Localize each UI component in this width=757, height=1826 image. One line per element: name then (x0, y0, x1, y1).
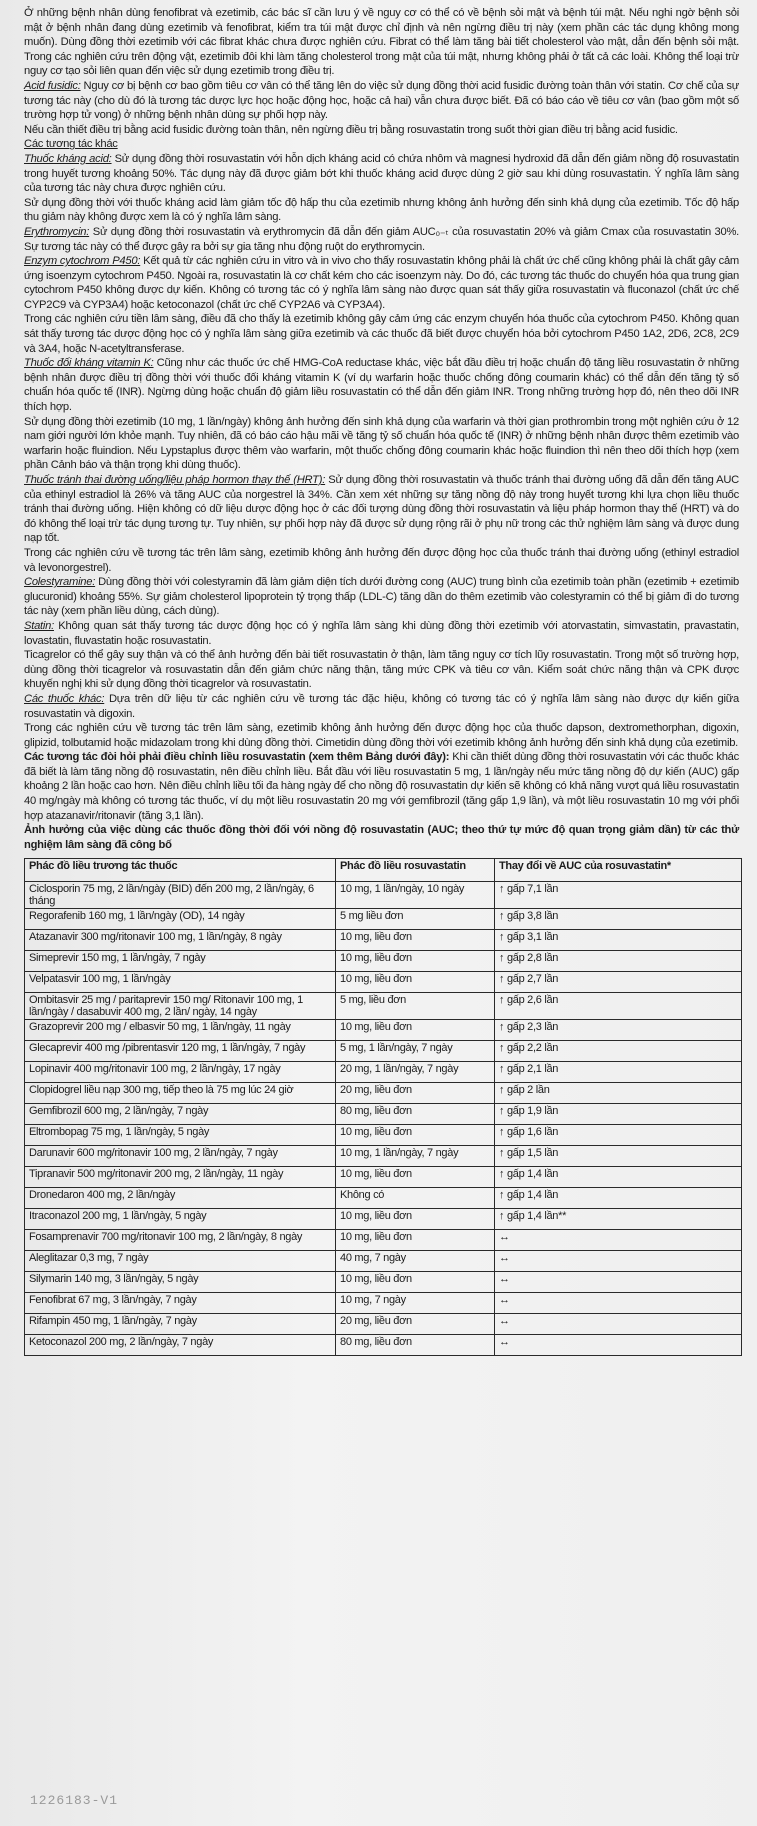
rosuvastatin-dose-cell: 5 mg liều đơn (336, 909, 495, 930)
paragraph-text: Sử dụng đồng thời với thuốc kháng acid làm giảm tốc độ hấp thu của ezetimib nhưng không ảnh hưởng đến sinh khả dụng của ezetimib. Tốc độ hấp thu giảm này không được xem là có ý nghĩa lâm sàng. (24, 196, 739, 224)
rosuvastatin-dose-cell: 10 mg, liều đơn (336, 1272, 495, 1293)
paragraph (24, 79, 739, 123)
paragraph (24, 692, 739, 721)
paragraph (24, 254, 739, 312)
paragraph-text: Cũng như các thuốc ức chế HMG-CoA reductase khác, việc bắt đầu điều trị hoặc chuẩn độ tăng liều rosuvastatin ở những bệnh nhân được điều trị đồng thời với thuốc đối kháng vitamin K (ví dụ warfarin hoặc thuốc chống đông coumarin khác) có thể dẫn đến tăng tỷ số chuẩn hóa quốc tế (INR). Ngừng dùng hoặc chuẩn độ giảm liều rosuvastatin có thể dẫn đến giảm INR. Trong những trường hợp đó, nên theo dõi INR thích hợp. (24, 357, 739, 414)
paragraph-text: Dùng đồng thời với colestyramin đã làm giảm diện tích dưới đường cong (AUC) trung bình của ezetimib toàn phần (ezetimib + ezetimib glucuronid) khoảng 55%. Sự giảm cholesterol lipoprotein tỷ trọng thấp (LDL-C) tăng dần do thêm ezetimib vào colestyramin có thể bị giảm đi do tương tác này (xem phần liều dùng, cách dùng). (24, 576, 739, 618)
paragraph-text: Sử dụng đồng thời rosuvastatin và erythromycin đã dẫn đến giảm AUC₀₋ₜ của rosuvastatin 20% và giảm Cmax của rosuvastatin 30%. Sự tương tác này có thể được gây ra bởi sự gia tăng nhu động ruột do erythromycin. (24, 225, 739, 253)
auc-change-cell: ↔ (495, 1314, 742, 1335)
paragraph-text: Dựa trên dữ liệu từ các nghiên cứu về tương tác đặc hiệu, không có tương tác có ý nghĩa lâm sàng nào được dự kiến giữa rosuvastatin và digoxin. (24, 692, 739, 720)
paragraph (24, 196, 739, 225)
rosuvastatin-dose-cell: 10 mg, liều đơn (336, 972, 495, 993)
paragraph-text: Sử dụng đồng thời rosuvastatin với hỗn dịch kháng acid có chứa nhôm và magnesi hydroxid đã dẫn đến giảm nồng độ rosuvastatin trong huyết tương khoảng 50%. Tác dụng này đã được giảm bớt khi thuốc kháng acid được dùng 2 giờ sau khi dùng rosuvastatin. Ý nghĩa lâm sàng của tương tác này chưa được nghiên cứu. (24, 152, 739, 195)
table-row (25, 930, 742, 951)
table-row (25, 993, 742, 1020)
rosuvastatin-dose-cell: 10 mg, 1 lần/ngày, 7 ngày (336, 1146, 495, 1167)
paragraph (24, 225, 739, 254)
drug-regimen-cell: Silymarin 140 mg, 3 lần/ngày, 5 ngày (25, 1272, 336, 1293)
auc-change-cell: ↔ (495, 1335, 742, 1356)
paragraph-lead: Erythromycin: (24, 225, 90, 238)
paragraph-text: Không quan sát thấy tương tác dược động học có ý nghĩa lâm sàng khi dùng đồng thời ezetimib với atorvastatin, simvastatin, pravastatin, lovastatin, fluvastatin hoặc rosuvastatin. (24, 619, 739, 647)
paragraph (24, 721, 739, 750)
table-row (25, 1062, 742, 1083)
paragraph (24, 648, 739, 692)
paragraph-bold-lead: Các tương tác đòi hỏi phải điều chỉnh liều rosuvastatin (xem thêm Bảng dưới đây): (24, 751, 450, 764)
auc-change-cell: ↑ gấp 2,6 lần (495, 993, 742, 1020)
table-row (25, 1146, 742, 1167)
paragraph-lead: Statin: (24, 619, 54, 632)
drug-regimen-cell: Tipranavir 500 mg/ritonavir 200 mg, 2 lần/ngày, 11 ngày (25, 1167, 336, 1188)
table-row (25, 951, 742, 972)
paragraph-lead: Colestyramine: (24, 576, 96, 589)
auc-change-cell: ↑ gấp 1,4 lần (495, 1188, 742, 1209)
drug-regimen-cell: Velpatasvir 100 mg, 1 lần/ngày (25, 972, 336, 993)
drug-regimen-cell: Ciclosporin 75 mg, 2 lần/ngày (BID) đến 200 mg, 2 lần/ngày, 6 tháng (25, 882, 336, 909)
document-code: 1226183-V1 (30, 1793, 119, 1808)
paragraph (24, 6, 739, 79)
table-caption: Ảnh hưởng của việc dùng các thuốc đồng thời đối với nồng độ rosuvastatin (AUC; theo thứ tự mức độ quan trọng giảm dần) từ các thử nghiệm lâm sàng đã công bố (24, 824, 739, 851)
paragraph-lead: Thuốc kháng acid: (24, 152, 112, 165)
auc-change-cell: ↔ (495, 1230, 742, 1251)
paragraph-text: Trong các nghiên cứu tiền lâm sàng, điều đã cho thấy là ezetimib không gây cảm ứng các enzym chuyển hóa thuốc của cytochrom P450. Không quan sát thấy tương tác dược động học có ý nghĩa lâm sàng giữa ezetimib và các thuốc đã biết được chuyển hóa bởi cytochrom P450 1A2, 2D6, 2C8, 2C9 và 3A4, hoặc N-acetyltransferase. (24, 313, 739, 355)
paragraph (24, 356, 739, 414)
paragraph (24, 123, 739, 138)
table-row (25, 1293, 742, 1314)
rosuvastatin-dose-cell: 20 mg, 1 lần/ngày, 7 ngày (336, 1062, 495, 1083)
paragraph (24, 473, 739, 546)
paragraph-text: Khi cần thiết dùng đồng thời rosuvastatin với các thuốc khác đã biết là làm tăng nồng độ rosuvastatin, nên điều chỉnh liều. Bắt đầu với liều rosuvastatin 5 mg, 1 lần/ngày nếu mức tăng nồng độ dự kiến (AUC) gấp khoảng 2 lần hoặc cao hơn. Nên điều chỉnh liều tối đa hàng ngày để cho nồng độ rosuvastatin dự kiến sẽ không có khả năng vượt quá liều rosuvastatin 40 mg/ngày mà không có tương tác thuốc, ví dụ một liều rosuvastatin 20 mg với gemfibrozil (tăng gấp 1,9 lần), và một liều rosuvastatin 10 mg với phối hợp atazanavir/ritonavir (tăng 3,1 lần). (24, 751, 740, 822)
drug-regimen-cell: Fosamprenavir 700 mg/ritonavir 100 mg, 2 lần/ngày, 8 ngày (25, 1230, 336, 1251)
drug-regimen-cell: Clopidogrel liều nạp 300 mg, tiếp theo là 75 mg lúc 24 giờ (25, 1083, 336, 1104)
drug-regimen-cell: Ketoconazol 200 mg, 2 lần/ngày, 7 ngày (25, 1335, 336, 1356)
auc-change-cell: ↑ gấp 2 lần (495, 1083, 742, 1104)
table-header-cell: Phác đồ liều trương tác thuốc (25, 859, 336, 882)
paragraph-lead: Enzym cytochrom P450: (24, 255, 141, 268)
auc-change-cell: ↑ gấp 2,7 lần (495, 972, 742, 993)
auc-change-cell: ↑ gấp 1,5 lần (495, 1146, 742, 1167)
rosuvastatin-dose-cell: 40 mg, 7 ngày (336, 1251, 495, 1272)
rosuvastatin-dose-cell: 5 mg, 1 lần/ngày, 7 ngày (336, 1041, 495, 1062)
table-row (25, 972, 742, 993)
interaction-table (24, 858, 742, 1356)
drug-regimen-cell: Eltrombopag 75 mg, 1 lần/ngày, 5 ngày (25, 1125, 336, 1146)
drug-regimen-cell: Dronedaron 400 mg, 2 lần/ngày (25, 1188, 336, 1209)
paragraph-lead: Thuốc tránh thai đường uống/liệu pháp hormon thay thế (HRT): (24, 474, 326, 486)
auc-change-cell: ↑ gấp 3,8 lần (495, 909, 742, 930)
table-row (25, 882, 742, 909)
drug-regimen-cell: Simeprevir 150 mg, 1 lần/ngày, 7 ngày (25, 951, 336, 972)
auc-change-cell: ↑ gấp 2,2 lần (495, 1041, 742, 1062)
paragraph-text: Sử dụng đồng thời ezetimib (10 mg, 1 lần/ngày) không ảnh hưởng đến sinh khả dụng của warfarin và thời gian prothrombin trong một nghiên cứu ở 12 nam giới người lớn khỏe mạnh. Tuy nhiên, đã có báo cáo hậu mãi về tăng tỷ số chuẩn hóa quốc tế (INR) ở những bệnh nhân được thêm ezetimib vào warfarin hoặc fluindion. Nếu Lypstaplus được thêm vào warfarin, một thuốc chống đông coumarin khác hoặc fluindion thì nên theo dõi thích hợp (xem phần Cảnh báo và thận trọng khi dùng thuốc). (24, 415, 739, 472)
paragraph-text: Ticagrelor có thể gây suy thận và có thể ảnh hưởng đến bài tiết rosuvastatin ở thận, làm tăng nguy cơ tích lũy rosuvastatin. Trong một số trường hợp, dùng đồng thời ticagrelor và rosuvastatin dẫn đến giảm chức năng thận, tăng mức CPK và tiêu cơ vân. Kiểm soát chức năng thận và CPK được khuyến nghị khi sử dụng đồng thời ticagrelor và rosuvastatin. (24, 649, 739, 691)
paragraph-text: Sử dụng đồng thời rosuvastatin và thuốc tránh thai đường uống đã dẫn đến tăng AUC của ethinyl estradiol là 26% và tăng AUC của norgestrel là 34%. Cần xem xét những sự tăng nồng độ này trong huyết tương khi lựa chọn liều thuốc tránh thai đường uống. Hiện không có dữ liệu dược động học ở các đối tượng dùng đồng thời rosuvastatin và liệu pháp hormon thay thế (HRT) và do đó không thể loại trừ tác dụng tương tự. Tuy nhiên, sự phối hợp này đã được sử dụng rộng rãi ở phụ nữ trong các thử nghiệm lâm sàng và được dung nạp tốt. (24, 474, 739, 545)
auc-change-cell: ↑ gấp 7,1 lần (495, 882, 742, 909)
paragraph (24, 312, 739, 356)
table-row (25, 1167, 742, 1188)
table-row (25, 1209, 742, 1230)
rosuvastatin-dose-cell: 10 mg, liều đơn (336, 1167, 495, 1188)
paragraph-lead: Acid fusidic: (24, 79, 81, 92)
paragraph (24, 152, 739, 196)
table-header-cell: Phác đồ liều rosuvastatin (336, 859, 495, 882)
auc-change-cell: ↑ gấp 1,4 lần** (495, 1209, 742, 1230)
paragraph-text: Trong các nghiên cứu về tương tác trên lâm sàng, ezetimib không ảnh hưởng đến được động học của thuốc dapson, dextromethorphan, digoxin, glipizid, tolbutamid hoặc midazolam trong khi dùng đồng thời. Cimetidin dùng đồng thời với ezetimib không ảnh hưởng đến sinh khả dụng của ezetimib. (24, 722, 739, 749)
drug-regimen-cell: Atazanavir 300 mg/ritonavir 100 mg, 1 lần/ngày, 8 ngày (25, 930, 336, 951)
rosuvastatin-dose-cell: 20 mg, liều đơn (336, 1083, 495, 1104)
table-row (25, 1083, 742, 1104)
auc-change-cell: ↑ gấp 3,1 lần (495, 930, 742, 951)
rosuvastatin-dose-cell: 10 mg, liều đơn (336, 951, 495, 972)
paragraph (24, 619, 739, 648)
auc-change-cell: ↑ gấp 1,9 lần (495, 1104, 742, 1125)
auc-change-cell: ↔ (495, 1251, 742, 1272)
rosuvastatin-dose-cell: 10 mg, 1 lần/ngày, 10 ngày (336, 882, 495, 909)
rosuvastatin-dose-cell: 10 mg, liều đơn (336, 1230, 495, 1251)
paragraph-lead: Các thuốc khác: (24, 692, 105, 705)
auc-change-cell: ↔ (495, 1293, 742, 1314)
auc-change-cell: ↑ gấp 2,3 lần (495, 1020, 742, 1041)
paragraph (24, 823, 739, 852)
table-row (25, 1041, 742, 1062)
paragraph-text: Trong các nghiên cứu về tương tác trên lâm sàng, ezetimib không ảnh hưởng đến được động học của thuốc tránh thai đường uống (ethinyl estradiol và levonorgestrel). (24, 546, 739, 574)
paragraph-text: Ở những bệnh nhân dùng fenofibrat và ezetimib, các bác sĩ cần lưu ý về nguy cơ có thể có về bệnh sỏi mật và bệnh túi mật. Nếu nghi ngờ bệnh sỏi mật ở bệnh nhân đang dùng ezetimib và fenofibrat, kiểm tra túi mật được chỉ định và nên ngừng điều trị này (xem phần các tác dụng không mong muốn). Dùng đồng thời ezetimib với các fibrat khác chưa được nghiên cứu. Fibrat có thể làm tăng bài tiết cholesterol vào mật, dẫn đến bệnh sỏi mật. Trong các nghiên cứu trên động vật, ezetimib đôi khi làm tăng cholesterol trong mật của túi mật, nhưng không phải ở tất cả các loài. Không thể loại trừ nguy cơ tạo sỏi liên quan đến việc sử dụng ezetimib trong điều trị. (24, 7, 739, 78)
rosuvastatin-dose-cell: 10 mg, liều đơn (336, 1125, 495, 1146)
table-row (25, 1020, 742, 1041)
table-row (25, 1314, 742, 1335)
auc-change-cell: ↑ gấp 2,1 lần (495, 1062, 742, 1083)
table-row (25, 1251, 742, 1272)
table-row (25, 1125, 742, 1146)
drug-regimen-cell: Darunavir 600 mg/ritonavir 100 mg, 2 lần/ngày, 7 ngày (25, 1146, 336, 1167)
table-row (25, 1272, 742, 1293)
table-row (25, 909, 742, 930)
rosuvastatin-dose-cell: 10 mg, 7 ngày (336, 1293, 495, 1314)
paragraph-text: Nếu cần thiết điều trị bằng acid fusidic đường toàn thân, nên ngừng điều trị bằng rosuvastatin trong suốt thời gian điều trị bằng acid fusidic. (24, 123, 678, 136)
drug-regimen-cell: Gemfibrozil 600 mg, 2 lần/ngày, 7 ngày (25, 1104, 336, 1125)
rosuvastatin-dose-cell: 80 mg, liều đơn (336, 1104, 495, 1125)
auc-change-cell: ↑ gấp 1,6 lần (495, 1125, 742, 1146)
paragraph-lead: Thuốc đối kháng vitamin K: (24, 357, 154, 370)
rosuvastatin-dose-cell: 10 mg, liều đơn (336, 1209, 495, 1230)
drug-regimen-cell: Lopinavir 400 mg/ritonavir 100 mg, 2 lần/ngày, 17 ngày (25, 1062, 336, 1083)
table-header-cell: Thay đổi về AUC của rosuvastatin* (495, 859, 742, 882)
rosuvastatin-dose-cell: 20 mg, liều đơn (336, 1314, 495, 1335)
table-row (25, 1188, 742, 1209)
paragraph (24, 415, 739, 473)
drug-regimen-cell: Aleglitazar 0,3 mg, 7 ngày (25, 1251, 336, 1272)
rosuvastatin-dose-cell: 80 mg, liều đơn (336, 1335, 495, 1356)
auc-change-cell: ↑ gấp 2,8 lần (495, 951, 742, 972)
table-row (25, 1230, 742, 1251)
paragraph-text: Kết quả từ các nghiên cứu in vitro và in vivo cho thấy rosuvastatin không phải là chất ức chế cũng không phải là chất gây cảm ứng isoenzym cytochrom P450. Ngoài ra, rosuvastatin là cơ chất kém cho các isoenzym này. Do đó, các tương tác thuốc do chuyển hóa qua trung gian cytochrom P450 không được dự kiến. Không có tương tác có ý nghĩa lâm sàng nào được quan sát thấy giữa rosuvastatin và fluconazol (chất ức chế CYP2C9 và CYP3A4) hoặc ketoconazol (chất ức chế CYP2A6 và CYP3A4). (24, 255, 739, 311)
auc-change-cell: ↔ (495, 1272, 742, 1293)
table-row (25, 1335, 742, 1356)
rosuvastatin-dose-cell: 5 mg, liều đơn (336, 993, 495, 1020)
drug-regimen-cell: Fenofibrat 67 mg, 3 lần/ngày, 7 ngày (25, 1293, 336, 1314)
rosuvastatin-dose-cell: 10 mg, liều đơn (336, 930, 495, 951)
paragraph (24, 750, 739, 823)
drug-regimen-cell: Rifampin 450 mg, 1 lần/ngày, 7 ngày (25, 1314, 336, 1335)
drug-regimen-cell: Glecaprevir 400 mg /pibrentasvir 120 mg, 1 lần/ngày, 7 ngày (25, 1041, 336, 1062)
paragraph (24, 137, 739, 152)
rosuvastatin-dose-cell: Không có (336, 1188, 495, 1209)
drug-regimen-cell: Ombitasvir 25 mg / paritaprevir 150 mg/ Ritonavir 100 mg, 1 lần/ngày / dasabuvir 400 mg, 2 lần/ ngày, 14 ngày (25, 993, 336, 1020)
paragraph-text: Nguy cơ bị bệnh cơ bao gồm tiêu cơ vân có thể tăng lên do việc sử dụng đồng thời acid fusidic đường toàn thân với statin. Cơ chế của sự tương tác này (cho dù đó là tương tác dược lực học hoặc động học, hoặc cả hai) vẫn chưa được biết. Đã có báo cáo về tiêu cơ vân (bao gồm một số trường hợp tử vong) ở những bệnh nhân dùng sự phối hợp này. (24, 79, 739, 122)
drug-regimen-cell: Grazoprevir 200 mg / elbasvir 50 mg, 1 lần/ngày, 11 ngày (25, 1020, 336, 1041)
rosuvastatin-dose-cell: 10 mg, liều đơn (336, 1020, 495, 1041)
section-heading: Các tương tác khác (24, 138, 118, 151)
interaction-text (24, 6, 739, 852)
auc-change-cell: ↑ gấp 1,4 lần (495, 1167, 742, 1188)
table-body (25, 882, 742, 1356)
paragraph (24, 575, 739, 619)
drug-regimen-cell: Regorafenib 160 mg, 1 lần/ngày (OD), 14 ngày (25, 909, 336, 930)
table-header-row (25, 859, 742, 882)
paragraph (24, 546, 739, 575)
drug-regimen-cell: Itraconazol 200 mg, 1 lần/ngày, 5 ngày (25, 1209, 336, 1230)
table-row (25, 1104, 742, 1125)
